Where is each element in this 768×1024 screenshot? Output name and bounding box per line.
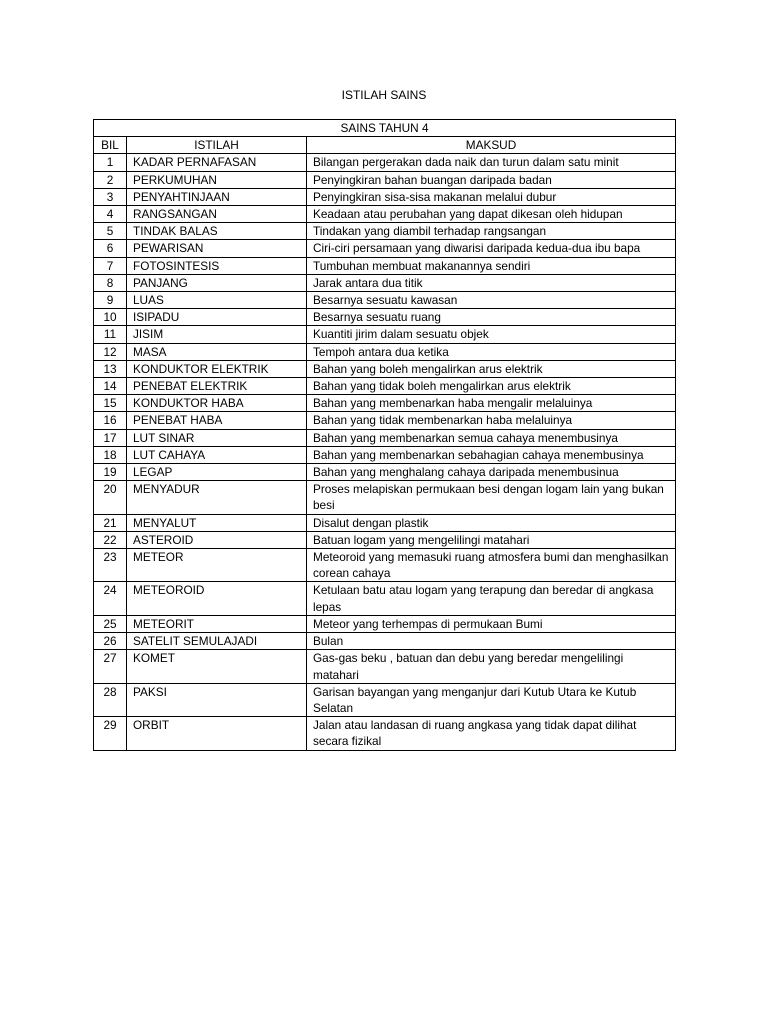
cell-maksud: Meteoroid yang memasuki ruang atmosfera bumi dan menghasilkan corean cahaya (307, 549, 676, 582)
table-row (94, 650, 676, 683)
cell-maksud: Jalan atau landasan di ruang angkasa yang tidak dapat dilihat secara fizikal (307, 717, 676, 750)
cell-bil: 25 (94, 615, 127, 632)
cell-bil: 15 (94, 395, 127, 412)
cell-istilah: PERKUMUHAN (127, 171, 307, 188)
cell-bil: 7 (94, 257, 127, 274)
cell-istilah: KONDUKTOR HABA (127, 395, 307, 412)
header-istilah: ISTILAH (127, 137, 307, 154)
glossary-table (93, 119, 676, 751)
cell-maksud: Bilangan pergerakan dada naik dan turun dalam satu minit (307, 154, 676, 171)
cell-istilah: MENYADUR (127, 481, 307, 514)
table-row (94, 395, 676, 412)
cell-maksud: Kuantiti jirim dalam sesuatu objek (307, 326, 676, 343)
cell-istilah: METEOROID (127, 582, 307, 615)
cell-maksud: Tindakan yang diambil terhadap rangsangan (307, 223, 676, 240)
cell-maksud: Ciri-ciri persamaan yang diwarisi daripada kedua-dua ibu bapa (307, 240, 676, 257)
cell-bil: 29 (94, 717, 127, 750)
table-row (94, 309, 676, 326)
cell-maksud: Garisan bayangan yang menganjur dari Kutub Utara ke Kutub Selatan (307, 683, 676, 716)
cell-istilah: PENEBAT HABA (127, 412, 307, 429)
cell-istilah: PENYAHTINJAAN (127, 188, 307, 205)
table-row (94, 206, 676, 223)
table-row (94, 188, 676, 205)
table-row (94, 154, 676, 171)
table-body (94, 154, 676, 750)
cell-bil: 16 (94, 412, 127, 429)
cell-maksud: Proses melapiskan permukaan besi dengan logam lain yang bukan besi (307, 481, 676, 514)
cell-istilah: SATELIT SEMULAJADI (127, 633, 307, 650)
cell-maksud: Tempoh antara dua ketika (307, 343, 676, 360)
cell-istilah: MENYALUT (127, 514, 307, 531)
cell-bil: 17 (94, 429, 127, 446)
table-row (94, 514, 676, 531)
cell-maksud: Bulan (307, 633, 676, 650)
cell-maksud: Batuan logam yang mengelilingi matahari (307, 531, 676, 548)
cell-bil: 26 (94, 633, 127, 650)
cell-bil: 22 (94, 531, 127, 548)
table-row (94, 412, 676, 429)
table-caption-row (94, 120, 676, 137)
table-row (94, 326, 676, 343)
cell-bil: 2 (94, 171, 127, 188)
cell-maksud: Gas-gas beku , batuan dan debu yang beredar mengelilingi matahari (307, 650, 676, 683)
cell-istilah: JISIM (127, 326, 307, 343)
cell-istilah: METEOR (127, 549, 307, 582)
cell-bil: 21 (94, 514, 127, 531)
cell-bil: 18 (94, 446, 127, 463)
table-header-row (94, 137, 676, 154)
cell-istilah: PAKSI (127, 683, 307, 716)
cell-bil: 4 (94, 206, 127, 223)
cell-istilah: TINDAK BALAS (127, 223, 307, 240)
cell-bil: 12 (94, 343, 127, 360)
table-row (94, 481, 676, 514)
cell-istilah: LUT CAHAYA (127, 446, 307, 463)
table-row (94, 582, 676, 615)
cell-bil: 28 (94, 683, 127, 716)
cell-istilah: LEGAP (127, 464, 307, 481)
cell-istilah: LUT SINAR (127, 429, 307, 446)
cell-bil: 1 (94, 154, 127, 171)
table-row (94, 446, 676, 463)
cell-maksud: Bahan yang tidak membenarkan haba melaluinya (307, 412, 676, 429)
document-title: ISTILAH SAINS (341, 88, 427, 102)
cell-istilah: MASA (127, 343, 307, 360)
cell-istilah: ORBIT (127, 717, 307, 750)
cell-maksud: Bahan yang membenarkan sebahagian cahaya menembusinya (307, 446, 676, 463)
table-row (94, 171, 676, 188)
header-maksud: MAKSUD (307, 137, 676, 154)
cell-bil: 6 (94, 240, 127, 257)
cell-istilah: ISIPADU (127, 309, 307, 326)
cell-bil: 13 (94, 360, 127, 377)
cell-istilah: METEORIT (127, 615, 307, 632)
cell-istilah: KADAR PERNAFASAN (127, 154, 307, 171)
cell-maksud: Besarnya sesuatu ruang (307, 309, 676, 326)
cell-istilah: KONDUKTOR ELEKTRIK (127, 360, 307, 377)
table-row (94, 257, 676, 274)
cell-bil: 3 (94, 188, 127, 205)
table-row (94, 292, 676, 309)
table-row (94, 378, 676, 395)
cell-istilah: FOTOSINTESIS (127, 257, 307, 274)
table-row (94, 360, 676, 377)
cell-maksud: Tumbuhan membuat makanannya sendiri (307, 257, 676, 274)
table-row (94, 717, 676, 750)
cell-maksud: Bahan yang boleh mengalirkan arus elektrik (307, 360, 676, 377)
table-row (94, 223, 676, 240)
table-row (94, 633, 676, 650)
cell-istilah: KOMET (127, 650, 307, 683)
cell-maksud: Keadaan atau perubahan yang dapat dikesan oleh hidupan (307, 206, 676, 223)
table-row (94, 274, 676, 291)
cell-bil: 27 (94, 650, 127, 683)
cell-maksud: Besarnya sesuatu kawasan (307, 292, 676, 309)
table-row (94, 429, 676, 446)
cell-istilah: ASTEROID (127, 531, 307, 548)
cell-istilah: RANGSANGAN (127, 206, 307, 223)
cell-maksud: Meteor yang terhempas di permukaan Bumi (307, 615, 676, 632)
cell-bil: 24 (94, 582, 127, 615)
cell-bil: 14 (94, 378, 127, 395)
cell-maksud: Bahan yang membenarkan haba mengalir melaluinya (307, 395, 676, 412)
cell-istilah: PANJANG (127, 274, 307, 291)
cell-istilah: PENEBAT ELEKTRIK (127, 378, 307, 395)
table-row (94, 549, 676, 582)
cell-istilah: PEWARISAN (127, 240, 307, 257)
cell-bil: 9 (94, 292, 127, 309)
cell-maksud: Bahan yang menghalang cahaya daripada menembusinua (307, 464, 676, 481)
header-bil: BIL (94, 137, 127, 154)
cell-maksud: Bahan yang membenarkan semua cahaya menembusinya (307, 429, 676, 446)
table-row (94, 531, 676, 548)
cell-maksud: Bahan yang tidak boleh mengalirkan arus elektrik (307, 378, 676, 395)
cell-bil: 8 (94, 274, 127, 291)
cell-bil: 20 (94, 481, 127, 514)
table-row (94, 343, 676, 360)
cell-bil: 11 (94, 326, 127, 343)
cell-bil: 10 (94, 309, 127, 326)
cell-maksud: Ketulaan batu atau logam yang terapung dan beredar di angkasa lepas (307, 582, 676, 615)
cell-maksud: Jarak antara dua titik (307, 274, 676, 291)
table-caption: SAINS TAHUN 4 (94, 120, 676, 137)
table-row (94, 683, 676, 716)
cell-maksud: Disalut dengan plastik (307, 514, 676, 531)
cell-bil: 19 (94, 464, 127, 481)
cell-maksud: Penyingkiran bahan buangan daripada badan (307, 171, 676, 188)
table-row (94, 240, 676, 257)
table-row (94, 615, 676, 632)
cell-maksud: Penyingkiran sisa-sisa makanan melalui dubur (307, 188, 676, 205)
table-row (94, 464, 676, 481)
cell-istilah: LUAS (127, 292, 307, 309)
cell-bil: 23 (94, 549, 127, 582)
cell-bil: 5 (94, 223, 127, 240)
